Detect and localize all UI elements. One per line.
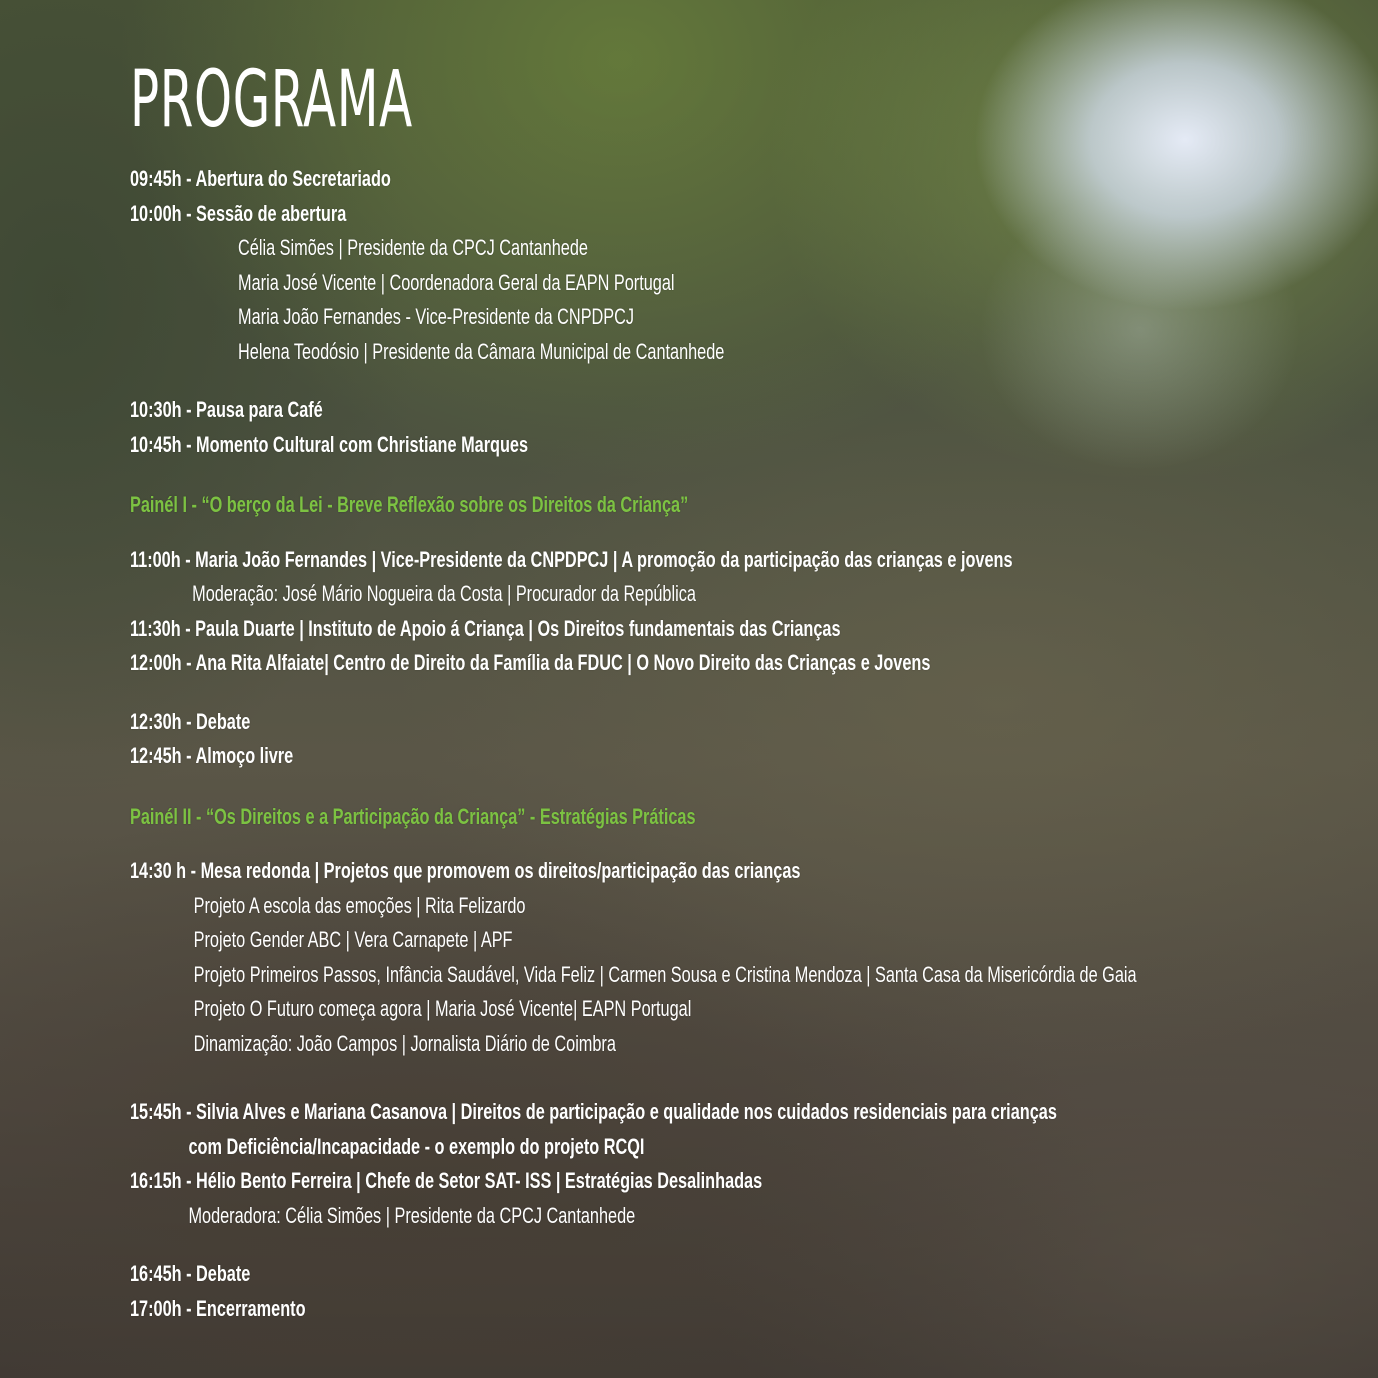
schedule-item-1245: 12:45h - Almoço livre	[130, 743, 294, 768]
page-title: PROGRAMA	[130, 55, 413, 145]
schedule-item-1545: 15:45h - Silvia Alves e Mariana Casanova | Direitos de participação e qualidade nos cuidados residenciais para crianças	[130, 1099, 1057, 1124]
schedule-item-1230: 12:30h - Debate	[130, 708, 251, 734]
panel-heading-1: Painél I - “O berço da Lei - Breve Reflexão sobre os Direitos da Criança”	[130, 492, 689, 517]
program-document	[130, 55, 1330, 1326]
schedule-item-1000: 10:00h - Sessão de abertura	[130, 200, 347, 226]
opening-speaker: Maria José Vicente | Coordenadora Geral da EAPN Portugal	[238, 269, 675, 295]
opening-speaker: Maria João Fernandes - Vice-Presidente da CNPDPCJ	[238, 304, 635, 329]
spacer	[130, 681, 1330, 705]
schedule-item-1045: 10:45h - Momento Cultural com Christiane Marques	[130, 431, 529, 457]
spacer	[130, 369, 1330, 393]
project-item: Projeto O Futuro começa agora | Maria José Vicente| EAPN Portugal	[193, 996, 692, 1021]
project-item: Projeto Primeiros Passos, Infância Saudável, Vida Feliz | Carmen Sousa e Cristina Mendoza | Santa Casa da Misericórdia de Gaia	[193, 961, 1137, 987]
spacer	[130, 1233, 1330, 1257]
project-item: Projeto Gender ABC | Vera Carnapete | APF	[193, 927, 513, 952]
panel-heading-2: Painél II - “Os Direitos e a Participação da Criança” - Estratégias Práticas	[130, 803, 696, 829]
schedule-item-1645: 16:45h - Debate	[130, 1261, 251, 1286]
moderation-line: Moderadora: Célia Simões | Presidente da CPCJ Cantanhede	[188, 1202, 636, 1228]
schedule-item-1030: 10:30h - Pausa para Café	[130, 397, 323, 422]
spacer	[130, 523, 1330, 543]
schedule-item-1200: 12:00h - Ana Rita Alfaiate| Centro de Direito da Família da FDUC | O Novo Direito das Crianças e Jovens	[130, 650, 931, 675]
schedule-item-0945: 09:45h - Abertura do Secretariado	[130, 166, 391, 191]
spacer	[130, 462, 1330, 488]
schedule-item-1700: 17:00h - Encerramento	[130, 1295, 306, 1321]
schedule-item-1100: 11:00h - Maria João Fernandes | Vice-Presidente da CNPDPCJ | A promoção da participação das crianças e jovens	[130, 546, 1013, 572]
schedule-item-1615: 16:15h - Hélio Bento Ferreira | Chefe de Setor SAT- ISS | Estratégias Desalinhadas	[130, 1168, 763, 1193]
spacer	[130, 834, 1330, 854]
moderation-line: Moderação: José Mário Nogueira da Costa | Procurador da República	[192, 581, 696, 606]
spacer	[130, 1061, 1330, 1095]
opening-speaker: Célia Simões | Presidente da CPCJ Cantanhede	[238, 235, 588, 260]
schedule-item-1130: 11:30h - Paula Duarte | Instituto de Apoio á Criança | Os Direitos fundamentais das Crianças	[130, 615, 841, 641]
spacer	[130, 774, 1330, 800]
opening-speaker: Helena Teodósio | Presidente da Câmara Municipal de Cantanhede	[238, 338, 725, 364]
schedule-item-1545-continued: com Deficiência/Incapacidade - o exemplo do projeto RCQI	[188, 1133, 645, 1159]
project-item: Dinamização: João Campos | Jornalista Diário de Coimbra	[193, 1030, 616, 1056]
project-item: Projeto A escola das emoções | Rita Felizardo	[193, 892, 526, 918]
schedule-item-1430: 14:30 h - Mesa redonda | Projetos que promovem os direitos/participação das crianças	[130, 858, 801, 883]
